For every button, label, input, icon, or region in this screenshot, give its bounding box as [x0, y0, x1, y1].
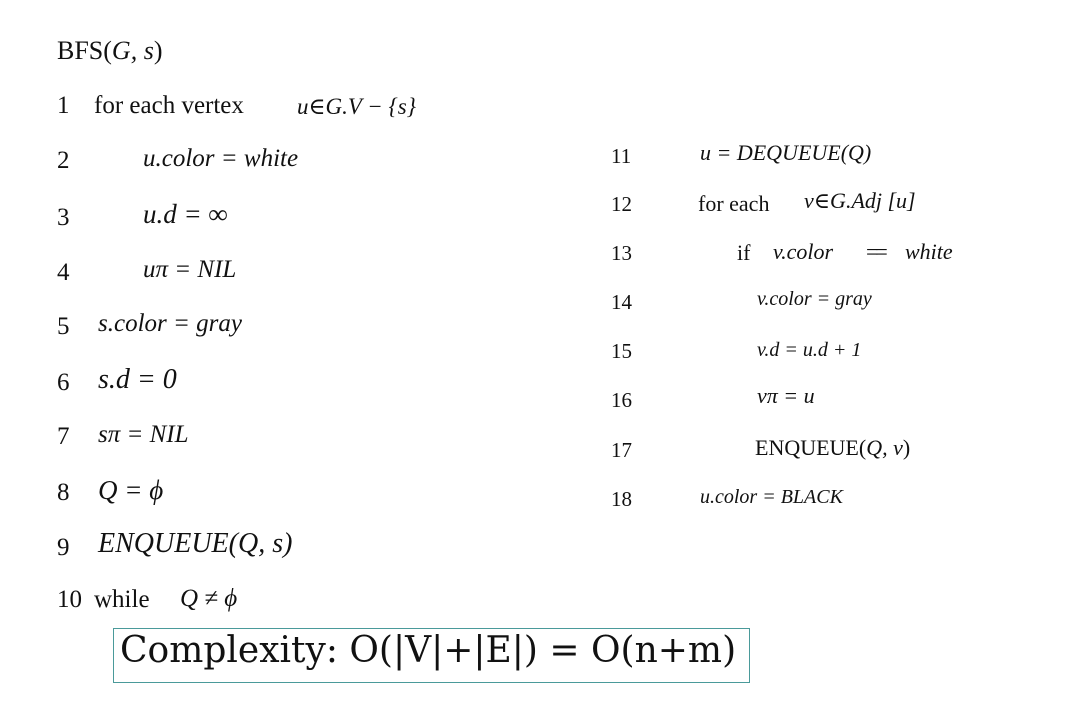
line-13-keyword: if [737, 240, 751, 265]
line-number-17: 17 [611, 438, 632, 462]
complexity-box [113, 628, 750, 683]
line-number-3: 3 [57, 204, 70, 231]
line-10-keyword: while [94, 586, 150, 613]
line-10-expr: Q ≠ ϕ [180, 585, 238, 612]
line-17-keyword: ENQUEUE( [755, 435, 867, 460]
line-number-12: 12 [611, 192, 632, 216]
line-17-expr: Q, v [866, 435, 903, 460]
line-number-15: 15 [611, 339, 632, 363]
line-number-5: 5 [57, 313, 70, 340]
line-12-keyword: for each [698, 191, 770, 216]
line-5-expr: s.color = gray [98, 310, 242, 337]
line-number-1: 1 [57, 92, 70, 119]
title-args: G, s [111, 36, 154, 65]
line-18-expr: u.color = BLACK [700, 486, 843, 508]
algorithm-title [57, 38, 163, 64]
line-6-expr: s.d = 0 [98, 364, 177, 395]
line-13-operator: == [866, 239, 885, 264]
line-number-8: 8 [57, 479, 70, 506]
line-number-18: 18 [611, 487, 632, 511]
line-number-14: 14 [611, 290, 632, 314]
line-15-expr: v.d = u.d + 1 [757, 339, 862, 361]
line-1-expr: u∈G.V − {s} [297, 94, 416, 119]
line-17-text [755, 437, 910, 459]
line-number-16: 16 [611, 388, 632, 412]
line-8-expr: Q = ϕ [98, 475, 164, 505]
line-13-expr: v.color [773, 239, 834, 264]
line-11-expr: u = DEQUEUE(Q) [700, 140, 872, 165]
line-1-keyword: for each vertex [94, 92, 244, 119]
line-number-7: 7 [57, 423, 70, 450]
line-2-expr: u.color = white [143, 145, 299, 172]
title-func: BFS( [57, 36, 112, 65]
line-number-6: 6 [57, 369, 70, 396]
line-13-rhs: white [905, 239, 953, 264]
line-14-expr: v.color = gray [757, 288, 872, 310]
line-3-expr: u.d = ∞ [143, 199, 228, 229]
line-number-10: 10 [57, 586, 82, 613]
line-number-4: 4 [57, 259, 70, 286]
line-12-expr: v∈G.Adj [u] [804, 188, 916, 213]
line-4-expr: uπ = NIL [143, 256, 237, 283]
line-17-close: ) [902, 435, 911, 460]
title-close: ) [153, 36, 163, 65]
line-9-expr: ENQUEUE(Q, s) [98, 528, 293, 559]
complexity-text: Complexity: O(|V|+|E|) = O(n+m) [120, 630, 737, 671]
line-number-2: 2 [57, 147, 70, 174]
line-number-11: 11 [611, 144, 632, 168]
line-number-9: 9 [57, 534, 70, 561]
line-number-13: 13 [611, 241, 632, 265]
line-16-expr: vπ = u [757, 383, 815, 408]
line-7-expr: sπ = NIL [98, 421, 189, 448]
